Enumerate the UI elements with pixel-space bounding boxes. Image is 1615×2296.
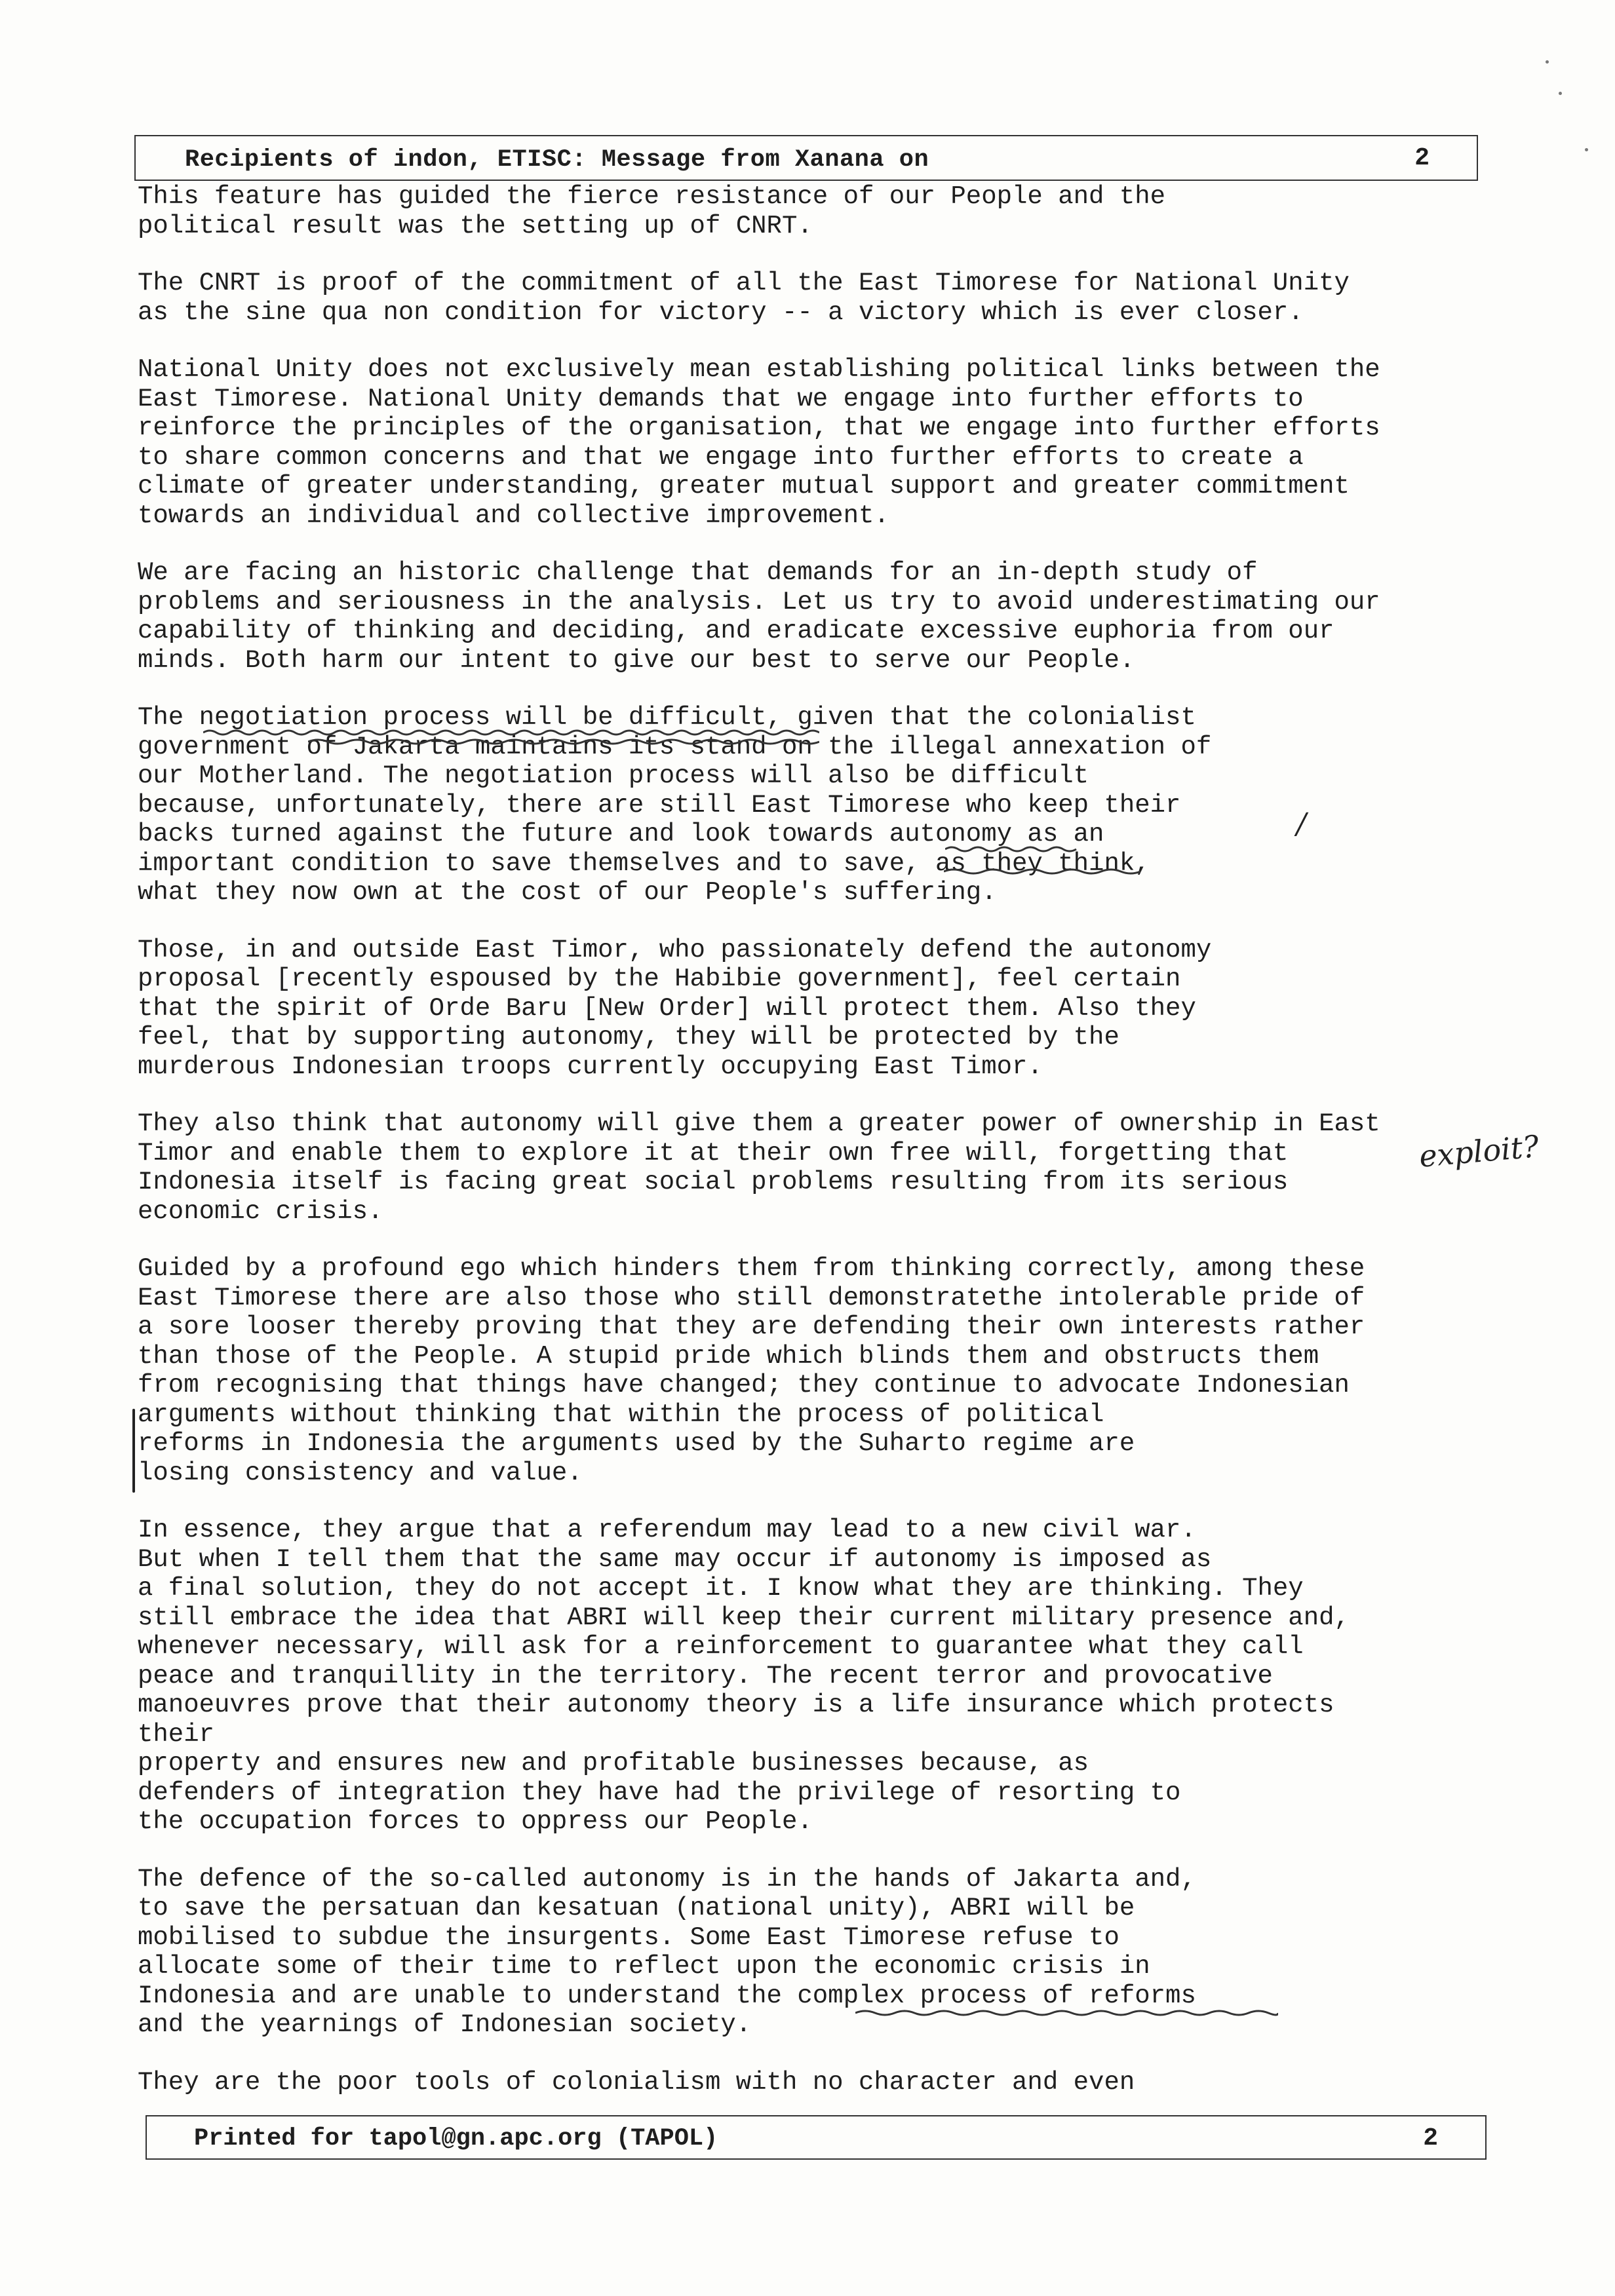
text-line: feel, that by supporting autonomy, they will be protected by the [138, 1023, 1119, 1052]
text-line: The CNRT is proof of the commitment of all the East Timorese for National Unity [138, 269, 1350, 297]
page-header [134, 135, 1478, 181]
text-line: a final solution, they do not accept it. I know what they are thinking. They [138, 1574, 1304, 1603]
handwritten-margin-note: exploit? [1417, 1128, 1540, 1174]
text-line: whenever necessary, will ask for a reinforcement to guarantee what they call [138, 1632, 1304, 1661]
text-line: our Motherland. The negotiation process will also be difficult [138, 761, 1089, 790]
text-line: from recognising that things have changed; they continue to advocate Indonesian [138, 1371, 1350, 1400]
text-line: murderous Indonesian troops currently occupying East Timor. [138, 1052, 1043, 1081]
text-line: allocate some of their time to reflect upon the economic crisis in [138, 1952, 1150, 1981]
paragraph [138, 558, 1488, 675]
paragraph [138, 936, 1488, 1082]
text-line: economic crisis. [138, 1196, 383, 1226]
text-line: They are the poor tools of colonialism with no character and even [138, 2067, 1135, 2097]
text-line: political result was the setting up of CNRT. [138, 211, 813, 240]
header-page-number: 2 [1414, 144, 1430, 172]
text-line: than those of the People. A stupid pride which blinds them and obstructs them [138, 1341, 1319, 1371]
margin-bracket-mark [132, 1409, 135, 1493]
text-line: the occupation forces to oppress our People. [138, 1807, 813, 1836]
footer-printed-for: Printed for tapol@gn.apc.org (TAPOL) [194, 2125, 718, 2152]
text-line: We are facing an historic challenge that demands for an in-depth study of [138, 558, 1258, 587]
text-line: The negotiation process will be difficult, given that the colonialist [138, 703, 1196, 732]
text-line: But when I tell them that the same may occur if autonomy is imposed as [138, 1544, 1212, 1574]
text-line: losing consistency and value. [138, 1458, 583, 1487]
text-line: capability of thinking and deciding, and eradicate excessive euphoria from our [138, 617, 1334, 645]
text-line: Indonesia itself is facing great social problems resulting from its serious [138, 1168, 1289, 1196]
text-line: problems and seriousness in the analysis. Let us try to avoid underestimating our [138, 587, 1380, 617]
text-line: a sore looser thereby proving that they are defending their own interests rather [138, 1312, 1365, 1341]
text-line: their [138, 1719, 215, 1749]
text-line: that the spirit of Orde Baru [New Order] will protect them. Also they [138, 993, 1196, 1023]
paragraph [138, 269, 1488, 327]
text-line: peace and tranquillity in the territory. The recent terror and provocative [138, 1661, 1273, 1691]
text-line: property and ensures new and profitable businesses because, as [138, 1749, 1089, 1778]
text-line: reforms in Indonesia the arguments used by the Suharto regime are [138, 1429, 1135, 1458]
paragraph [138, 1865, 1488, 2040]
text-line: defenders of integration they have had the privilege of resorting to [138, 1778, 1181, 1807]
text-line: arguments without thinking that within the process of political [138, 1400, 1104, 1429]
document-body [138, 182, 1488, 2125]
paragraph [138, 2068, 1488, 2097]
scan-speck [1585, 148, 1588, 151]
header-title: Recipients of indon, ETISC: Message from Xanana on [185, 146, 929, 174]
scan-speck [1546, 60, 1549, 64]
text-line: manoeuvres prove that their autonomy theory is a life insurance which protects [138, 1691, 1334, 1719]
text-line: important condition to save themselves and to save, as they think, [138, 849, 1150, 878]
paragraph [138, 1109, 1488, 1226]
scan-speck [1559, 92, 1562, 95]
text-line: to save the persatuan dan kesatuan (national unity), ABRI will be [138, 1894, 1135, 1923]
text-line: The defence of the so-called autonomy is in the hands of Jakarta and, [138, 1864, 1196, 1894]
text-line: and the yearnings of Indonesian society. [138, 2010, 752, 2039]
text-line: towards an individual and collective improvement. [138, 501, 889, 530]
text-line: still embrace the idea that ABRI will keep their current military presence and, [138, 1603, 1350, 1632]
text-line: to share common concerns and that we engage into further efforts to create a [138, 442, 1304, 472]
text-line: what they now own at the cost of our People's suffering. [138, 878, 997, 907]
handwritten-margin-tick: / [1296, 807, 1306, 841]
text-line: because, unfortunately, there are still East Timorese who keep their [138, 790, 1181, 820]
paragraph [138, 1516, 1488, 1837]
paragraph [138, 703, 1488, 908]
footer-page-number: 2 [1423, 2124, 1438, 2152]
text-line: government of Jakarta maintains its stand on the illegal annexation of [138, 732, 1212, 761]
text-line: minds. Both harm our intent to give our best to serve our People. [138, 645, 1135, 675]
text-line: climate of greater understanding, greater mutual support and greater commitment [138, 472, 1350, 501]
text-line: East Timorese there are also those who still demonstratethe intolerable pride of [138, 1283, 1365, 1312]
text-line: reinforce the principles of the organisation, that we engage into further efforts [138, 413, 1380, 442]
paragraph [138, 355, 1488, 530]
text-line: National Unity does not exclusively mean establishing political links between the [138, 355, 1380, 384]
text-line: Guided by a profound ego which hinders them from thinking correctly, among these [138, 1254, 1365, 1283]
text-line: They also think that autonomy will give them a greater power of ownership in East [138, 1109, 1380, 1138]
text-line: In essence, they argue that a referendum may lead to a new civil war. [138, 1516, 1196, 1544]
text-line: mobilised to subdue the insurgents. Some East Timorese refuse to [138, 1923, 1119, 1952]
text-line: proposal [recently espoused by the Habibie government], feel certain [138, 965, 1181, 993]
text-line: This feature has guided the fierce resistance of our People and the [138, 182, 1166, 211]
paragraph [138, 182, 1488, 240]
paragraph [138, 1254, 1488, 1487]
text-line: backs turned against the future and look towards autonomy as an [138, 820, 1104, 849]
text-line: Indonesia and are unable to understand the complex process of reforms [138, 1981, 1196, 2010]
text-line: Those, in and outside East Timor, who passionately defend the autonomy [138, 935, 1212, 965]
text-line: East Timorese. National Unity demands that we engage into further efforts to [138, 384, 1304, 413]
page-footer [146, 2115, 1487, 2160]
text-line: as the sine qua non condition for victory -- a victory which is ever closer. [138, 297, 1304, 327]
text-line: Timor and enable them to explore it at their own free will, forgetting that [138, 1138, 1289, 1168]
